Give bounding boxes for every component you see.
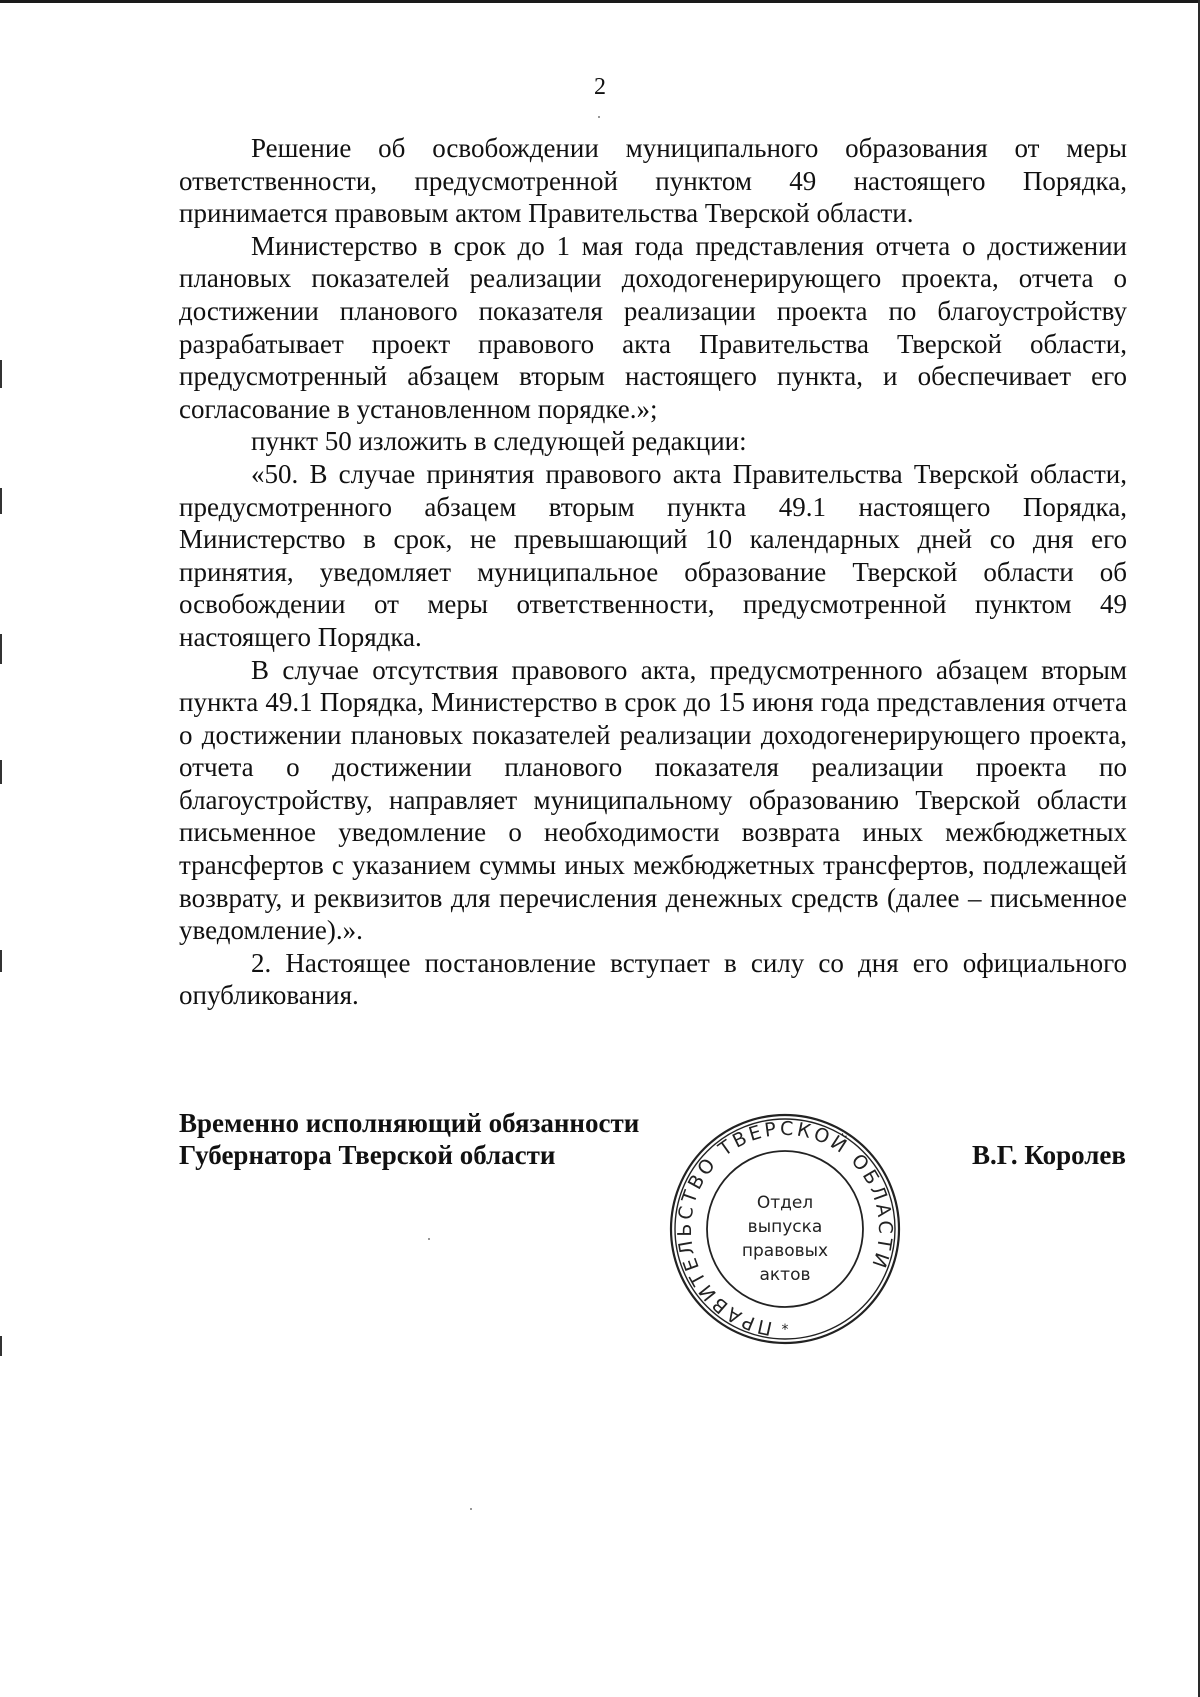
scan-margin-mark bbox=[0, 1336, 2, 1356]
scan-speck bbox=[598, 116, 600, 118]
signatory-name: В.Г. Королев bbox=[972, 1140, 1126, 1170]
scan-margin-mark bbox=[0, 634, 2, 664]
stamp-star: * bbox=[781, 1322, 789, 1338]
scan-speck bbox=[428, 1238, 430, 1240]
scan-margin-mark bbox=[0, 950, 2, 972]
paragraph: В случае отсутствия правового акта, предусмотренного абзацем вторым пункта 49.1 Порядка, Министерство в срок до 15 июня года представления отчета о достижении плановых показателей реализации доходогенерирующего проекта, отчета о достижении планового показателя реализации проекта по благоустройству, направляет муниципальному образованию Тверской области письменное уведомление о необходимости возврата иных межбюджетных трансфертов с указанием суммы иных межбюджетных трансфертов, подлежащей возврату, и реквизитов для перечисления денежных средств (далее – письменное уведомление).». bbox=[179, 654, 1127, 946]
scan-speck bbox=[470, 1508, 472, 1510]
signatory-position-line: Временно исполняющий обязанности bbox=[179, 1108, 640, 1138]
scan-margin-mark bbox=[0, 360, 2, 388]
paragraph: «50. В случае принятия правового акта Правительства Тверской области, предусмотренного абзацем вторым пункта 49.1 настоящего Порядка, Министерство в срок, не превышающий 10 календарных дней со дня его принятия, уведомляет муниципальное образование Тверской области об освобождении от меры ответственности, предусмотренной пунктом 49 настоящего Порядка. bbox=[179, 458, 1127, 652]
paragraph: Решение об освобождении муниципального образования от меры ответственности, предусмотренной пунктом 49 настоящего Порядка, принимается правовым актом Правительства Тверской области. bbox=[179, 133, 1127, 229]
stamp-center-line: актов bbox=[759, 1265, 811, 1285]
signatory-position-line: Губернатора Тверской области bbox=[179, 1140, 556, 1170]
stamp-ring-text: ПРАВИТЕЛЬСТВО ТВЕРСКОЙ ОБЛАСТИ bbox=[673, 1117, 897, 1340]
stamp-center-line: выпуска bbox=[747, 1217, 823, 1237]
signatory-position bbox=[179, 1107, 639, 1171]
stamp-center-line: Отдел bbox=[756, 1193, 814, 1213]
stamp-center-line: правовых bbox=[741, 1241, 829, 1261]
scan-margin-mark bbox=[0, 760, 2, 784]
scan-top-edge bbox=[0, 0, 1200, 3]
paragraph: пункт 50 изложить в следующей редакции: bbox=[251, 426, 747, 457]
official-stamp bbox=[668, 1112, 902, 1346]
page-number: 2 bbox=[594, 74, 606, 100]
scan-margin-mark bbox=[0, 488, 2, 514]
document-body bbox=[179, 132, 1127, 1012]
paragraph: 2. Настоящее постановление вступает в силу со дня его официального опубликования. bbox=[179, 947, 1127, 1011]
paragraph: Министерство в срок до 1 мая года представления отчета о достижении плановых показателей реализации доходогенерирующего проекта, отчета о достижении планового показателя реализации проекта по благоустройству разрабатывает проект правового акта Правительства Тверской области, предусмотренный абзацем вторым настоящего пункта, и обеспечивает его согласование в установленном порядке.»; bbox=[179, 230, 1127, 424]
